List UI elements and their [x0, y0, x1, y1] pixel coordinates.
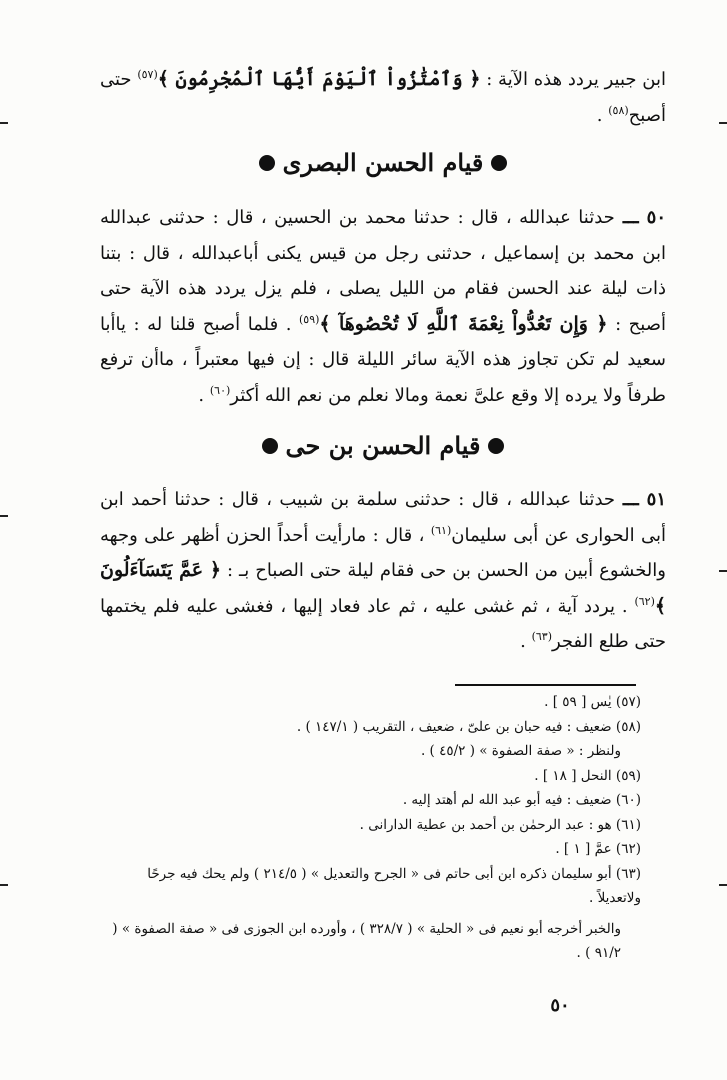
intro-paragraph [100, 62, 666, 133]
footnote-58: (٥٨) ضعيف : فيه حبان بن علىّ ، ضعيف ، التقريب ( ١٤٧/١ ) . [296, 718, 641, 735]
footnote-63-continued: والخبر أخرجه أبو نعيم فى « الحلية » ( ٣٢٨/٧ ) ، وأورده ابن الجوزى فى « صفة الصفوة » ( ٩١/٢ ) . [112, 920, 621, 961]
bullet-icon [491, 155, 507, 171]
margin-mark [719, 122, 727, 124]
paragraph-50 [100, 200, 666, 413]
footnote-63: (٦٣) أبو سليمان ذكره ابن أبى حاتم فى « الجرح والتعديل » ( ٢١٤/٥ ) ولم يحك فيه جرحًا ولاتعديلاً . [147, 865, 641, 906]
footnote-separator [455, 684, 636, 686]
paragraph-number: ٥١ [646, 489, 666, 510]
quran-verse: ﴿ عَمَّ يَتَسَآءَلُونَ ﴾ [100, 559, 666, 617]
section-heading-hasan-basri [100, 145, 666, 181]
paragraph-end: . [520, 631, 532, 652]
paragraph-end: . [198, 384, 210, 406]
intro-text-before: ابن جبير يردد هذه الآية : [480, 69, 666, 90]
margin-mark [0, 515, 8, 517]
paragraph-text: . فلما أصبح قلنا له : ياأبا سعيد لم تكن تجاوز هذه الآية سائر الليلة قال : إن فيها معتبراً ، ماأن ترفع طرفاً ولا يرده إلا وقع علىَّ نعمة ومالا نعلم من نعم الله أكثر [100, 313, 666, 406]
footnote-58-continued: ولنظر : « صفة الصفوة » ( ٤٥/٢ ) . [420, 743, 621, 759]
bullet-icon [259, 155, 275, 171]
footnote-ref: (٥٨) [608, 103, 629, 117]
paragraph-text: حدثنا عبدالله ، قال : حدثنا محمد بن الحسين ، قال : حدثنى عبدالله ابن محمد بن إسماعيل ، حدثنى رجل من قيس يكنى أباعبدالله ، قال : بتنا ذات ليلة عند الحسن فقام من الليل يصلى ، فلم يزل يردد هذه الآية حتى أصبح : [100, 207, 667, 335]
intro-text-end: . [596, 104, 609, 126]
quran-verse: ﴿ وَٱمْتَٰزُواْ ٱلْيَوْمَ أَيُّهَا ٱلْمُجْرِمُونَ ﴾ [157, 68, 481, 90]
footnote-61: (٦١) هو : عبد الرحمٰن بن أحمد بن عطية الدارانى . [359, 816, 641, 833]
margin-mark [719, 884, 727, 886]
quran-verse: ﴿ وَإِن تَعُدُّواْ نِعْمَةَ ٱللَّهِ لَا تُحْصُوهَآ ﴾ [319, 312, 608, 335]
paragraph-text: حدثنا عبدالله ، قال : حدثنى سلمة بن شبيب ، قال : حدثنا أحمد ابن أبى الحوارى عن أبى سليمان [100, 489, 667, 546]
margin-mark [0, 884, 8, 886]
heading-text: قيام الحسن بن حى [285, 431, 481, 460]
dash: ـــ [614, 207, 647, 228]
margin-mark [0, 122, 8, 124]
footnote-59: (٥٩) النحل [ ١٨ ] . [534, 767, 641, 784]
footnotes [105, 690, 641, 966]
dash: ـــ [615, 489, 647, 510]
page-number: ٥٠ [550, 995, 570, 1016]
footnote-57: (٥٧) يٰس [ ٥٩ ] . [544, 694, 641, 710]
bullet-icon [262, 438, 278, 454]
section-heading-hasan-bin-hay [100, 428, 666, 464]
footnote-ref: (٥٩) [298, 312, 320, 326]
footnote-ref: (٦٠) [209, 383, 231, 397]
footnote-ref: (٦١) [430, 523, 452, 537]
footnote-ref: (٦٣) [531, 630, 552, 643]
margin-mark [719, 570, 727, 572]
footnote-62: (٦٢) عمَّ [ ١ ] . [555, 841, 641, 857]
paragraph-text: ، قال : مارأيت أحداً الحزن أظهر على وجهه والخشوع أبين من الحسن بن حى فقام ليلة حتى الصباح بـ : [100, 524, 666, 581]
footnote-60: (٦٠) ضعيف : فيه أبو عبد الله لم أهتد إليه . [402, 792, 641, 808]
footnote-ref: (٦٢) [634, 594, 655, 608]
paragraph-number: ٥٠ [646, 207, 666, 228]
paragraph-51 [100, 482, 666, 660]
paragraph-text: . يردد آية ، ثم غشى عليه ، ثم عاد فعاد إليها ، فغشى عليه فلم يختمها حتى طلع الفجر [100, 595, 666, 652]
heading-text: قيام الحسن البصرى [282, 148, 484, 177]
intro-text-mid: حتى أصبح [100, 69, 666, 126]
footnote-ref: (٥٧) [137, 68, 158, 81]
bullet-icon [488, 438, 504, 454]
